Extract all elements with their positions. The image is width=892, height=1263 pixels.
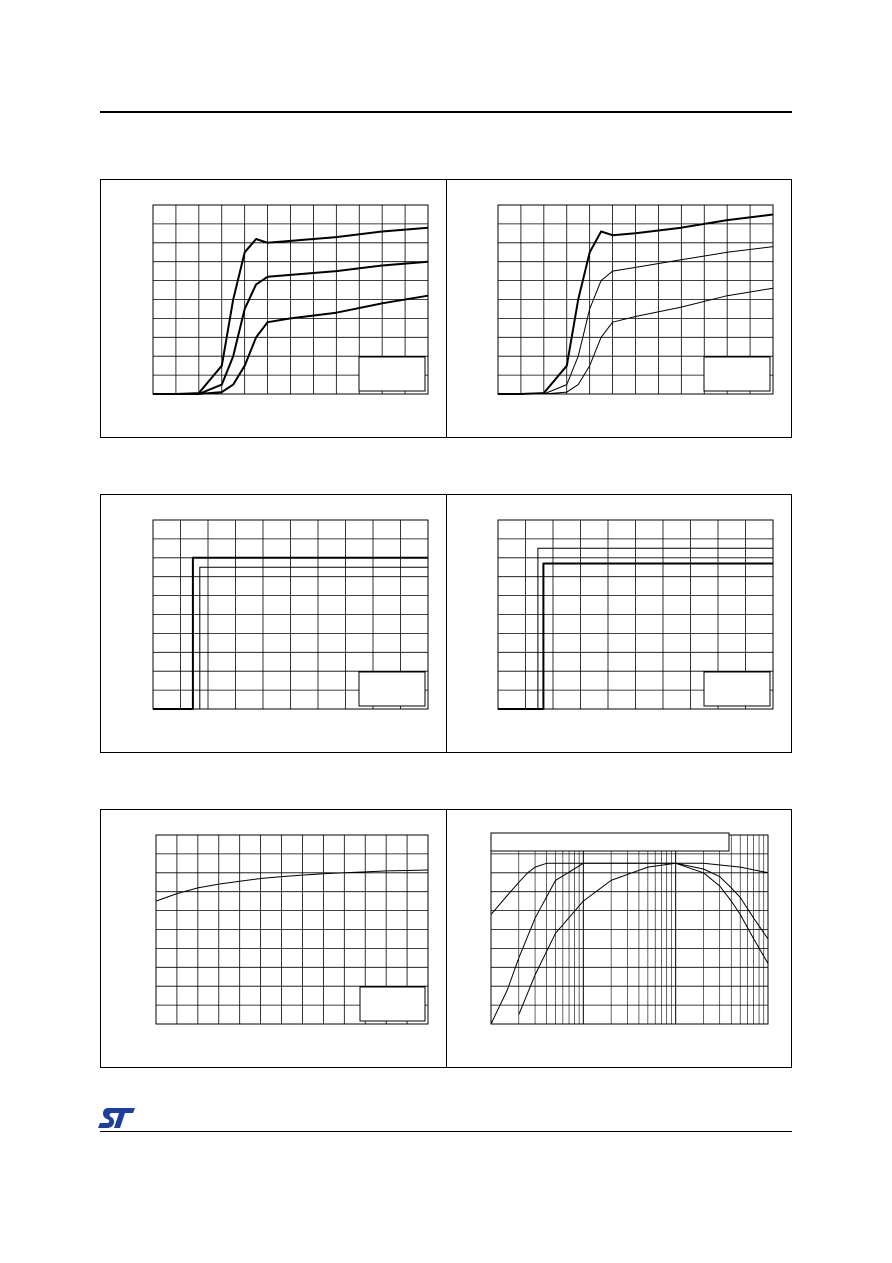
st-logo bbox=[98, 1105, 136, 1131]
series-line-1 bbox=[491, 863, 768, 1024]
chart-2 bbox=[498, 205, 773, 394]
series-line-3 bbox=[519, 863, 768, 1014]
legend-box bbox=[704, 357, 770, 391]
figure-row-1 bbox=[100, 179, 792, 438]
header-rule bbox=[100, 111, 792, 113]
legend-box bbox=[704, 672, 770, 706]
figure-row-2 bbox=[100, 494, 792, 753]
legend-box bbox=[359, 672, 425, 706]
chart-3 bbox=[153, 520, 428, 709]
legend-box bbox=[359, 357, 425, 391]
chart-5 bbox=[156, 835, 428, 1024]
chart-6 bbox=[491, 833, 768, 1024]
footer-rule bbox=[100, 1131, 792, 1132]
row-3-svg bbox=[101, 810, 793, 1069]
legend-box bbox=[360, 987, 425, 1021]
row-2-svg bbox=[101, 495, 793, 754]
legend-box bbox=[491, 833, 729, 851]
chart-4 bbox=[498, 520, 773, 709]
row-1-svg bbox=[101, 180, 793, 439]
figure-row-3 bbox=[100, 809, 792, 1068]
series-line-1 bbox=[156, 870, 428, 901]
chart-1 bbox=[153, 205, 428, 394]
